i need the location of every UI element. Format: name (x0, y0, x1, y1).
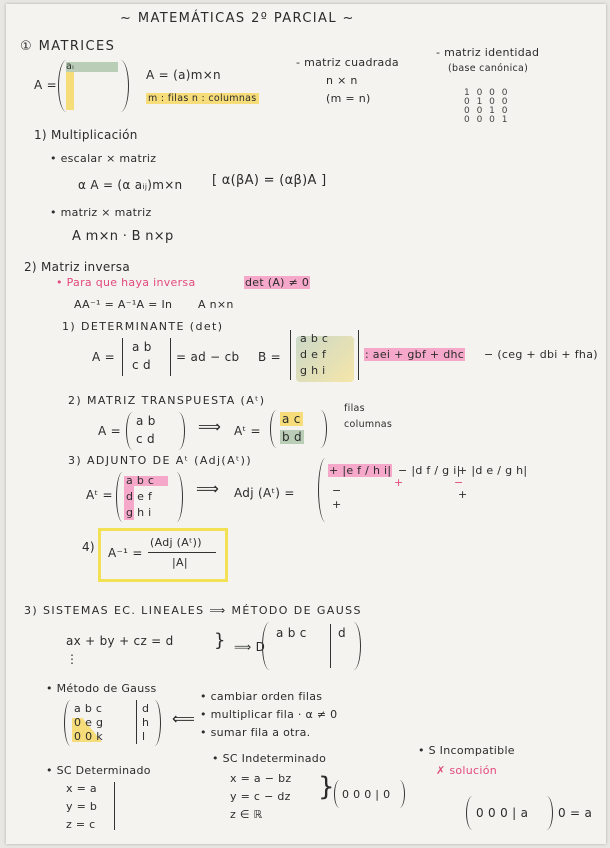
right-paren-icon (172, 412, 185, 450)
cofactor-sign: − (454, 476, 464, 489)
det-bar (170, 338, 171, 376)
implies-arrow-icon: ⟹ (196, 479, 220, 498)
right-paren-icon (148, 700, 161, 746)
identity-row: 0 0 0 1 (464, 115, 510, 125)
identity-label: - matriz identidad (436, 46, 540, 59)
mult-heading: 1) Multiplicación (34, 128, 138, 142)
inverse-square: A n×n (198, 298, 234, 311)
augment-bar (136, 700, 137, 744)
adjoint-row: a b c (126, 474, 155, 487)
right-paren-icon (170, 472, 183, 522)
gauss-row: 0 0 k (74, 730, 103, 743)
transpose-heading: 2) MATRIZ TRANSPUESTA (Aᵗ) (68, 394, 266, 407)
det-bar (358, 330, 359, 380)
adjoint-row: d e f (126, 490, 153, 503)
scd-eq: y = b (66, 800, 98, 813)
gauss-arrow: ⟹ D (234, 640, 266, 654)
right-paren-icon (346, 622, 361, 670)
cofactor-term: + |d e / g h| (458, 464, 528, 477)
si-sub: ✗ solución (436, 764, 498, 777)
augment-bar (330, 624, 331, 668)
sci-eq: z ∈ ℝ (230, 808, 263, 821)
scd-eq: z = c (66, 818, 96, 831)
left-arrow-icon: ⟸ (172, 709, 196, 728)
det-bar (122, 338, 123, 376)
det3-result-neg: − (ceg + dbi + fha) (484, 348, 598, 361)
transpose-note-cols: columnas (344, 419, 393, 430)
adjoint-heading: 3) ADJUNTO DE Aᵗ (Adj(Aᵗ)) (68, 454, 253, 467)
right-paren-icon (540, 796, 553, 830)
matrix-element: aᵢ (66, 61, 75, 72)
matmat-label: • matriz × matriz (50, 206, 152, 219)
gauss-row: a b c (74, 702, 103, 715)
gauss-const: l (142, 730, 146, 743)
adjoint-label: Aᵗ = (86, 488, 113, 502)
transpose-row: c d (136, 432, 155, 446)
linear-equation: ax + by + cz = d (66, 634, 174, 648)
identity-matrix (464, 80, 510, 134)
det3-result-pos: : aei + gbf + dhc (365, 348, 465, 361)
si-matrix: 0 0 0 | a (476, 806, 529, 820)
det2-label: A = (92, 350, 115, 364)
transpose-row: a b (136, 414, 156, 428)
transpose-label: A = (98, 424, 121, 438)
identity-sub: (base canónica) (448, 63, 529, 74)
sci-eq: y = c − dz (230, 790, 291, 803)
gauss-const: h (142, 716, 150, 729)
transpose-result-row: b d (282, 430, 302, 444)
square-matrix-label: - matriz cuadrada (296, 56, 399, 69)
det-bar (290, 330, 291, 380)
systems-heading: 3) SISTEMAS EC. LINEALES ⟹ MÉTODO DE GAUSS (24, 604, 362, 617)
scd-label: • SC Determinado (46, 764, 151, 777)
transpose-note-rows: filas (344, 403, 365, 414)
det2-row: a b (132, 340, 152, 354)
adjoint-row: g h i (126, 506, 152, 519)
page-title: ~ MATEMÁTICAS 2º PARCIAL ~ (120, 11, 355, 26)
cofactor-sign: + (458, 488, 468, 501)
inverse-formula-num: (Adj (Aᵗ)) (150, 536, 202, 549)
left-paren-icon (262, 622, 277, 670)
right-paren-icon (314, 410, 327, 448)
identity-row: 0 1 0 0 (464, 97, 510, 107)
cofactor-sign: + (332, 498, 342, 511)
si-condition: 0 = a (558, 806, 593, 820)
scalar-assoc: [ α(βA) = (αβ)A ] (212, 173, 327, 188)
cofactor-sign: + (394, 476, 404, 489)
det-condition: det (A) ≠ 0 (245, 276, 310, 289)
det2-result: = ad − cb (176, 350, 240, 364)
inverse-formula-lhs: A⁻¹ = (108, 546, 143, 560)
augmented-const: d (338, 626, 346, 640)
det3-row: a b c (300, 332, 329, 345)
si-label: • S Incompatible (418, 744, 515, 757)
inverse-condition: • Para que haya inversa (56, 276, 196, 289)
cofactor-term: + |e f / h i| (329, 464, 392, 477)
formula-number: 4) (82, 540, 95, 554)
dimension-eq: A = (a)m×n (146, 68, 221, 82)
gauss-const: d (142, 702, 150, 715)
inverse-identity: AA⁻¹ = A⁻¹A = In (74, 298, 173, 311)
matmat-eq: A m×n · B n×p (72, 229, 174, 244)
sci-eq: x = a − bz (230, 772, 292, 785)
brace-icon: } (318, 772, 335, 802)
matrices-heading: ① MATRICES (20, 39, 116, 54)
det3-label: B = (258, 350, 282, 364)
cofactor-term: − |d f / g i| (398, 464, 461, 477)
row-operation: • multiplicar fila · α ≠ 0 (200, 708, 338, 721)
equation-dots: ⋮ (66, 652, 79, 666)
transpose-result-label: Aᵗ = (234, 424, 261, 438)
scalar-label: • escalar × matriz (50, 152, 157, 165)
gauss-method-label: • Método de Gauss (46, 682, 157, 695)
det3-row: g h i (300, 364, 326, 377)
square-nn: n × n (326, 74, 358, 87)
det3-row: d e f (300, 348, 327, 361)
inverse-formula-den: |A| (172, 556, 188, 569)
gauss-row: 0 e g (74, 716, 104, 729)
identity-row: 0 0 1 0 (464, 106, 510, 116)
square-mn: (m = n) (326, 92, 371, 105)
inverse-heading: 2) Matriz inversa (24, 260, 130, 274)
adjoint-result-label: Adj (Aᵗ) = (234, 486, 295, 500)
right-paren-icon (394, 780, 405, 808)
brace-icon (114, 782, 115, 830)
identity-row: 1 0 0 0 (464, 88, 510, 98)
det-heading: 1) DETERMINANTE (det) (62, 320, 224, 333)
scalar-eq: α A = (α aᵢⱼ)m×n (78, 178, 183, 192)
matrix-a-label: A = (34, 78, 57, 92)
cofactor-sign: − (332, 484, 342, 497)
implies-arrow-icon: ⟹ (198, 417, 222, 436)
sci-matrix: 0 0 0 | 0 (342, 788, 391, 801)
fraction-bar (148, 552, 216, 553)
rows-cols-note: m : filas n : columnas (148, 93, 257, 104)
augmented-coeffs: a b c (276, 626, 307, 640)
row-operation: • sumar fila a otra. (200, 726, 311, 739)
brace-icon: } (214, 630, 226, 651)
row-operation: • cambiar orden filas (200, 690, 323, 703)
transpose-result-row: a c (282, 412, 301, 426)
scd-eq: x = a (66, 782, 97, 795)
det2-row: c d (132, 358, 151, 372)
sci-label: • SC Indeterminado (212, 752, 327, 765)
right-paren-icon (112, 60, 129, 112)
